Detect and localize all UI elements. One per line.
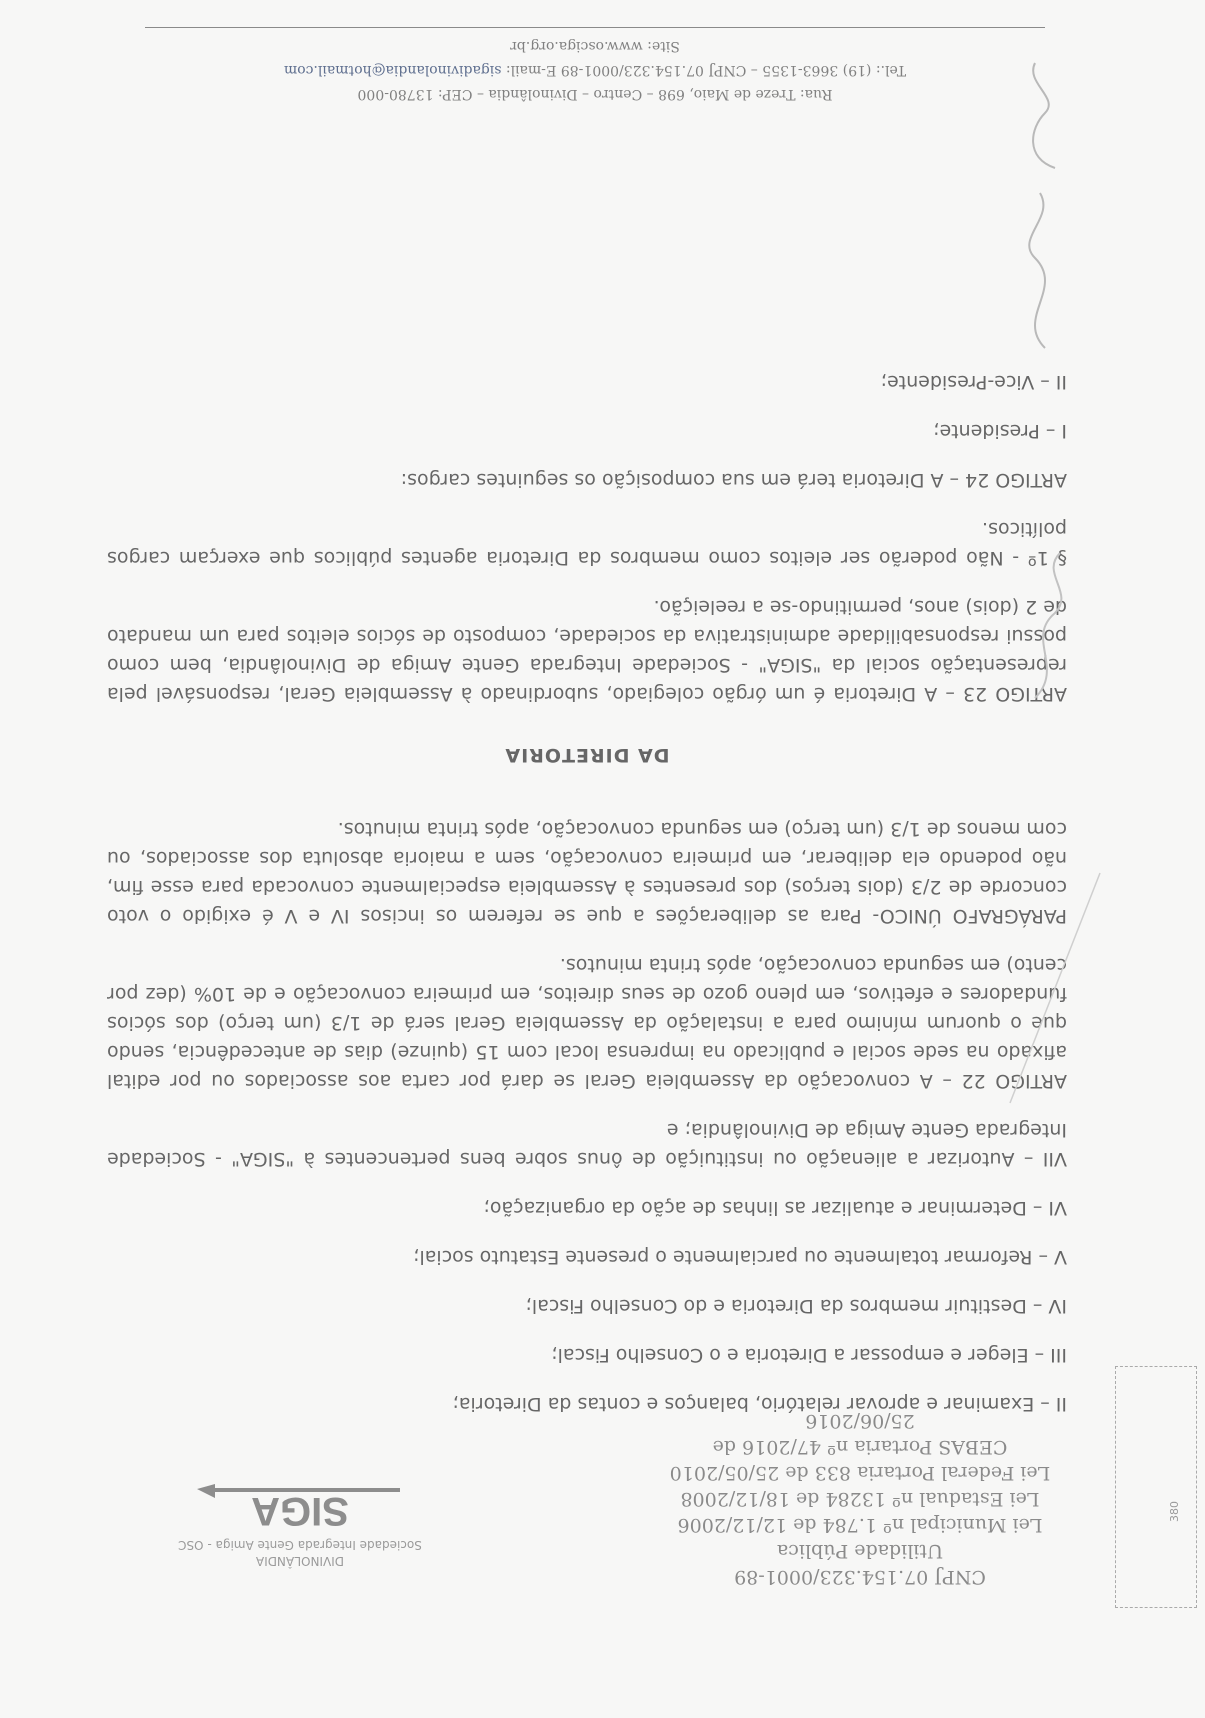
lei-federal-line: Lei Federal Portaria 833 de 25/05/2010 — [669, 1462, 1051, 1484]
section-heading-diretoria: DA DIRETORIA — [504, 744, 670, 766]
header-email: sigadivinolandia@hotmail.com — [283, 62, 502, 78]
margin-line-mark-icon — [1000, 868, 1110, 1108]
item-ii-vice-presidente: II – Vice-Presidente; — [880, 371, 1067, 393]
document-body — [107, 347, 1067, 1418]
item-v-reformar: V – Reformar totalmente ou parcialmente o presente Estatuto social; — [413, 1246, 1067, 1268]
header-address: Rua: Treze de Maio, 698 – Centro – Divinolândia – CEP: 13780-000 — [357, 86, 833, 102]
header-contact — [145, 58, 1045, 82]
legal-registration-block — [660, 1408, 1060, 1590]
document-header — [145, 27, 1045, 106]
siga-logo-icon — [195, 1484, 405, 1536]
logo-caption: Sociedade Integrada Gente Amiga - OSC — [178, 1538, 422, 1552]
item-vi-determinar: VI – Determinar e atualizar as linhas de ação da organização; — [483, 1197, 1067, 1219]
artigo-22: ARTIGO 22 – A convocação da Assembleia Geral se dará por carta aos associados ou por edital afixado na sede social e publicado na imprensa local com 15 (quinze) dias de antecedência, sendo que o quorum mínimo para a instalação da Assembleia Geral será de 1/3 (um terço) dos sócios fundadores e efetivos, em pleno gozo de seus direitos, em primeira convocação e de 10% (dez por cento) em segunda convocação, após trinta minutos. — [107, 954, 1067, 1092]
paragrafo-unico: PARÁGRAFO ÚNICO- Para as deliberações a que se referem os incisos IV e V é exigido o voto concorde de 2/3 (dois terços) dos presentes à Assembleia especialmente convocada para esse fim, não podendo ela deliberar, em primeira convocação, sem a maioria absoluta dos associados, ou com menos de 1/3 (um terço) em segunda convocação, após trinta minutos. — [107, 818, 1067, 927]
margin-initials-signature-icon — [995, 58, 1085, 358]
siga-logo-stamp — [150, 1468, 450, 1568]
document-footer — [0, 1410, 1205, 1718]
logo-subcaption: DIVINOLÂNDIA — [255, 1554, 345, 1568]
stamp-number: 380 — [1168, 1501, 1181, 1522]
item-iii-eleger: III – Eleger e empossar a Diretoria e o Conselho Fiscal; — [551, 1344, 1067, 1366]
lei-estadual-line: Lei Estadual nº 13284 de 18/12/2008 — [680, 1488, 1040, 1510]
lei-municipal-line: Lei Municipal nº 1.784 de 12/12/2006 — [677, 1514, 1043, 1536]
item-ii-examinar: II – Examinar e aprovar relatório, balanços e contas da Diretoria; — [452, 1393, 1067, 1415]
logo-text: SIGA — [251, 1489, 349, 1533]
cebas-line: CEBAS Portaria nº 47/2016 de 25/06/2016 — [712, 1410, 1008, 1458]
margin-rubric-icon — [1005, 548, 1095, 708]
artigo-23: ARTIGO 23 – A Diretoria é um órgão colegiado, subordinado à Assembleia Geral, responsável pela representação social da "SIGA" - Sociedade Integrada Gente Amiga de Divinolândia, bem como possui responsabilidade administrativa da sociedade, composto de sócios eleitos para um mandato de 2 (dois) anos, permitindo-se a reeleição. — [107, 596, 1067, 705]
notary-stamp — [1115, 1366, 1197, 1608]
header-tel-cnpj: Tel.: (19) 3663-1355 – CNPJ 07.154.323/0001-89 E-mail: — [505, 62, 907, 78]
artigo-24: ARTIGO 24 – A Diretoria terá em sua composição os seguintes cargos: — [400, 469, 1067, 491]
item-iv-destituir: IV – Destituir membros da Diretoria e do Conselho Fiscal; — [525, 1295, 1067, 1317]
cnpj-line: CNPJ 07.154.323/0001-89 — [734, 1566, 986, 1588]
utilidade-line: Utilidade Pública — [776, 1540, 944, 1562]
header-site: Site: www.osciga.org.br — [510, 38, 680, 54]
item-i-presidente: I – Presidente; — [933, 420, 1067, 442]
paragrafo-1: § 1º - Não poderão ser eleitos como membros da Diretoria agentes públicos que exerçam cargos políticos. — [107, 518, 1067, 569]
item-vii-autorizar: VII – Autorizar a alienação ou instituição de ônus sobre bens pertencentes à "SIGA" - Sociedade Integrada Gente Amiga de Divinolândia; e — [107, 1119, 1067, 1170]
